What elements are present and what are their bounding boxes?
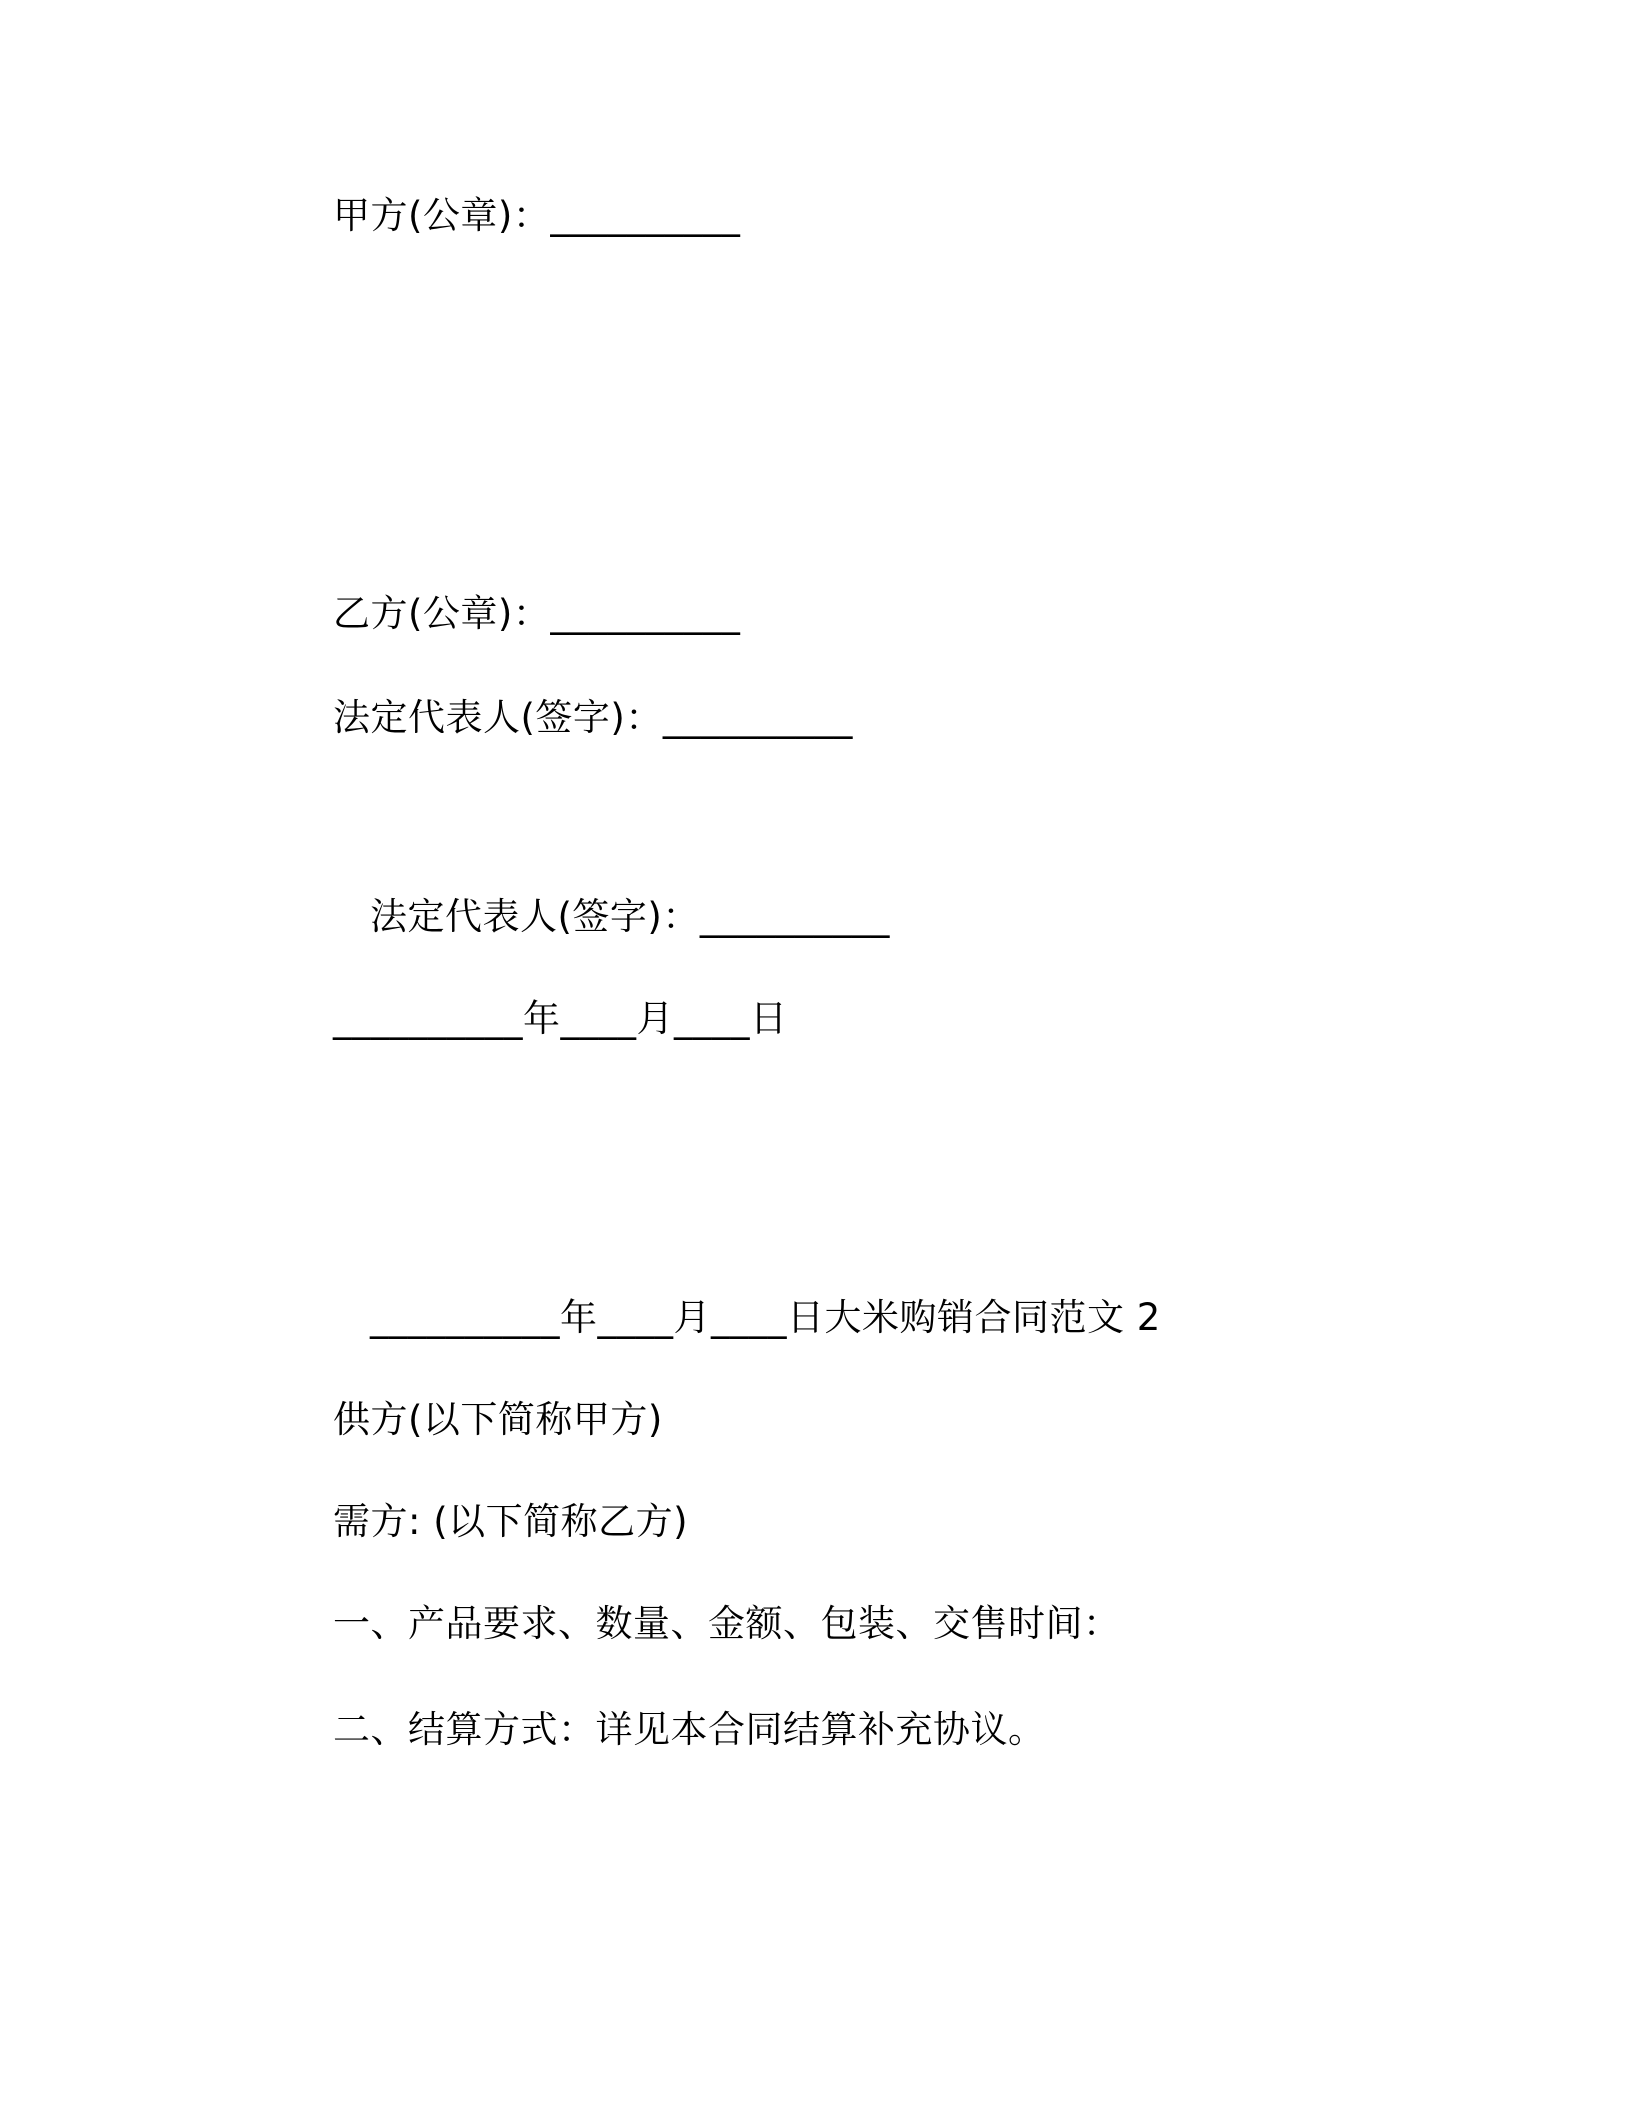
buyer-line: 需方: (以下简称乙方) xyxy=(333,1500,689,1543)
clause-two: 二、结算方式：详见本合同结算补充协议。 xyxy=(333,1708,1046,1751)
legal-representative-signature-line: 法定代表人(签字)：__________ xyxy=(333,696,853,739)
clause-one: 一、产品要求、数量、金额、包装、交售时间： xyxy=(333,1602,1121,1645)
party-a-seal-line: 甲方(公章)：__________ xyxy=(333,194,741,237)
party-b-seal-line: 乙方(公章)：__________ xyxy=(333,592,741,635)
date-line: __________年____月____日 xyxy=(333,997,788,1040)
supplier-line: 供方(以下简称甲方) xyxy=(333,1398,663,1441)
contract-title-line: __________年____月____日大米购销合同范文 2 xyxy=(370,1296,1161,1339)
legal-representative-signature-line-2: 法定代表人(签字)：__________ xyxy=(370,895,890,938)
